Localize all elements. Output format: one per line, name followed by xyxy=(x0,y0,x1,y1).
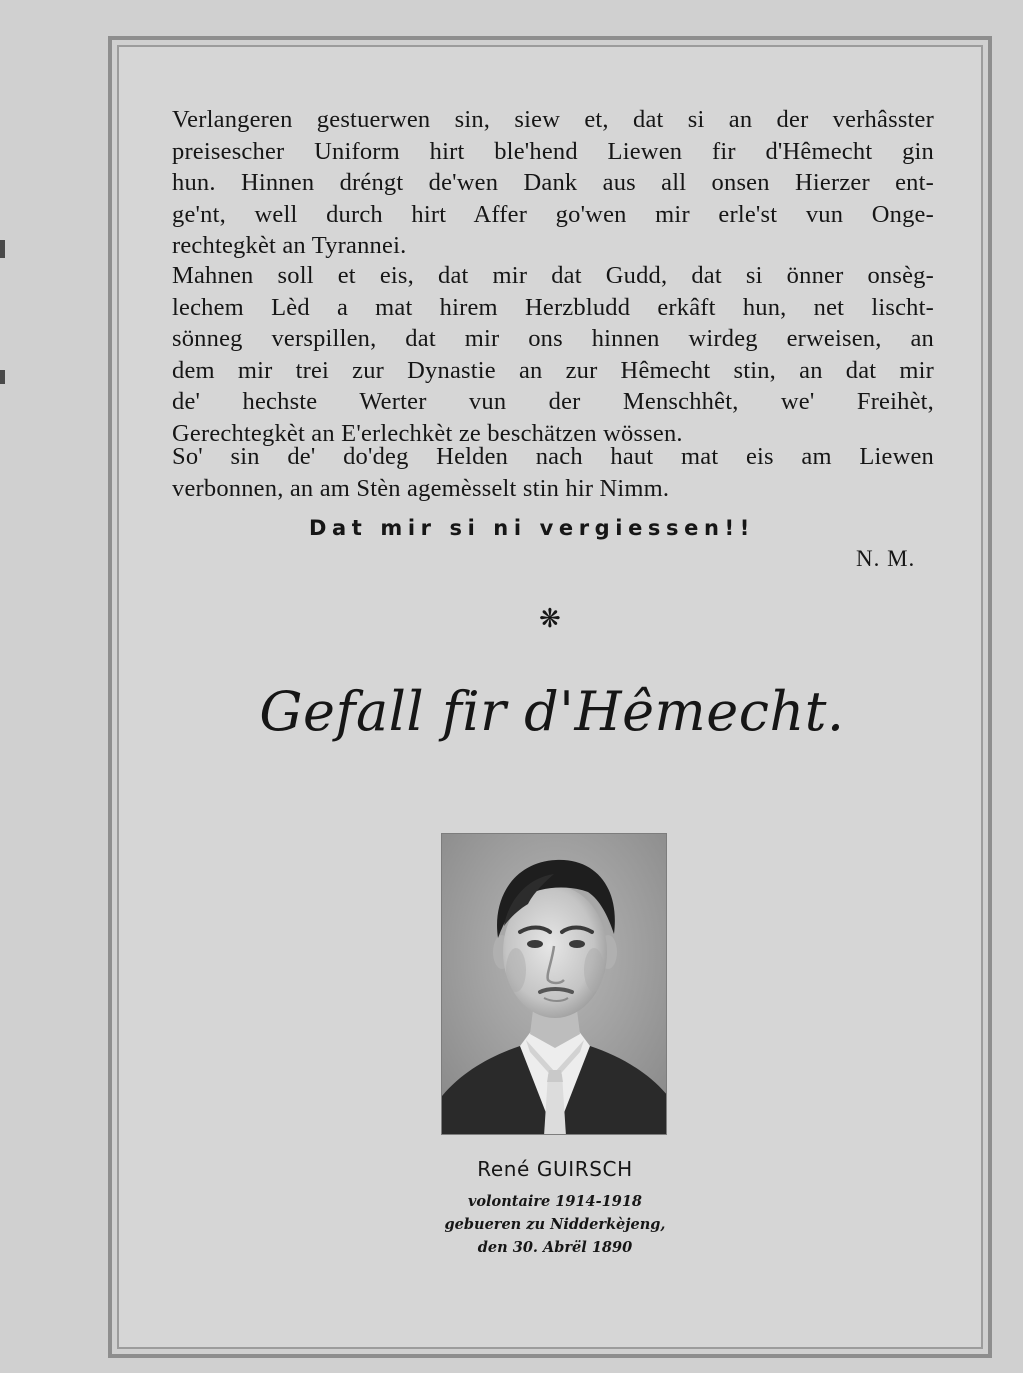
text-line: preisescher Uniform hirt ble'hend Liewen fir d'Hêmecht gin xyxy=(172,137,934,165)
text-line: Gerechtegkèt an E'erlechkèt ze beschätzen wössen. xyxy=(172,419,683,447)
author-signature: N. M. xyxy=(856,546,916,571)
portrait-caption-line: volontaire 1914-1918 xyxy=(467,1193,643,1210)
portrait-illustration xyxy=(442,834,667,1135)
text-line: dem mir trei zur Dynastie an zur Hêmecht stin, an dat mir xyxy=(172,356,934,384)
text-line: de' hechste Werter vun der Menschhêt, we' Freihèt, xyxy=(172,388,934,415)
text-line: verbonnen, an am Stèn agemèsselt stin hir Nimm. xyxy=(172,474,670,502)
text-line: lechem Lèd a mat hirem Herzbludd erkâft hun, net lischt- xyxy=(172,293,934,321)
text-line: Mahnen soll et eis, dat mir dat Gudd, dat si önner onsèg- xyxy=(172,262,934,289)
portrait-caption-line: gebueren zu Nidderkèjeng, xyxy=(444,1216,666,1233)
portrait-name: René GUIRSCH xyxy=(477,1157,633,1181)
text-line: Verlangeren gestuerwen sin, siew et, dat si an der verhâsster xyxy=(172,106,934,133)
text-line: rechtegkèt an Tyrannei. xyxy=(172,232,407,259)
closing-exclamation: Dat mir si ni vergiessen!! xyxy=(309,516,755,540)
page-edge-mark xyxy=(0,240,5,258)
page-edge-mark xyxy=(0,370,5,384)
text-line: hun. Hinnen dréngt de'wen Dank aus all onsen Hierzer ent- xyxy=(172,169,934,196)
portrait-photo xyxy=(441,833,667,1135)
paragraph-3 xyxy=(172,441,934,504)
paragraph-1 xyxy=(172,104,934,262)
asterism-ornament-icon: ❋ xyxy=(539,604,561,634)
text-line: So' sin de' do'deg Helden nach haut mat eis am Liewen xyxy=(172,443,934,470)
text-line: sönneg verspillen, dat mir ons hinnen wirdeg erweisen, an xyxy=(172,325,934,352)
text-line: ge'nt, well durch hirt Affer go'wen mir erle'st vun Onge- xyxy=(172,200,934,228)
paragraph-2 xyxy=(172,260,934,449)
section-title: Gefall fir d'Hêmecht. xyxy=(259,680,845,743)
portrait-caption-line: den 30. Abrël 1890 xyxy=(477,1239,633,1256)
